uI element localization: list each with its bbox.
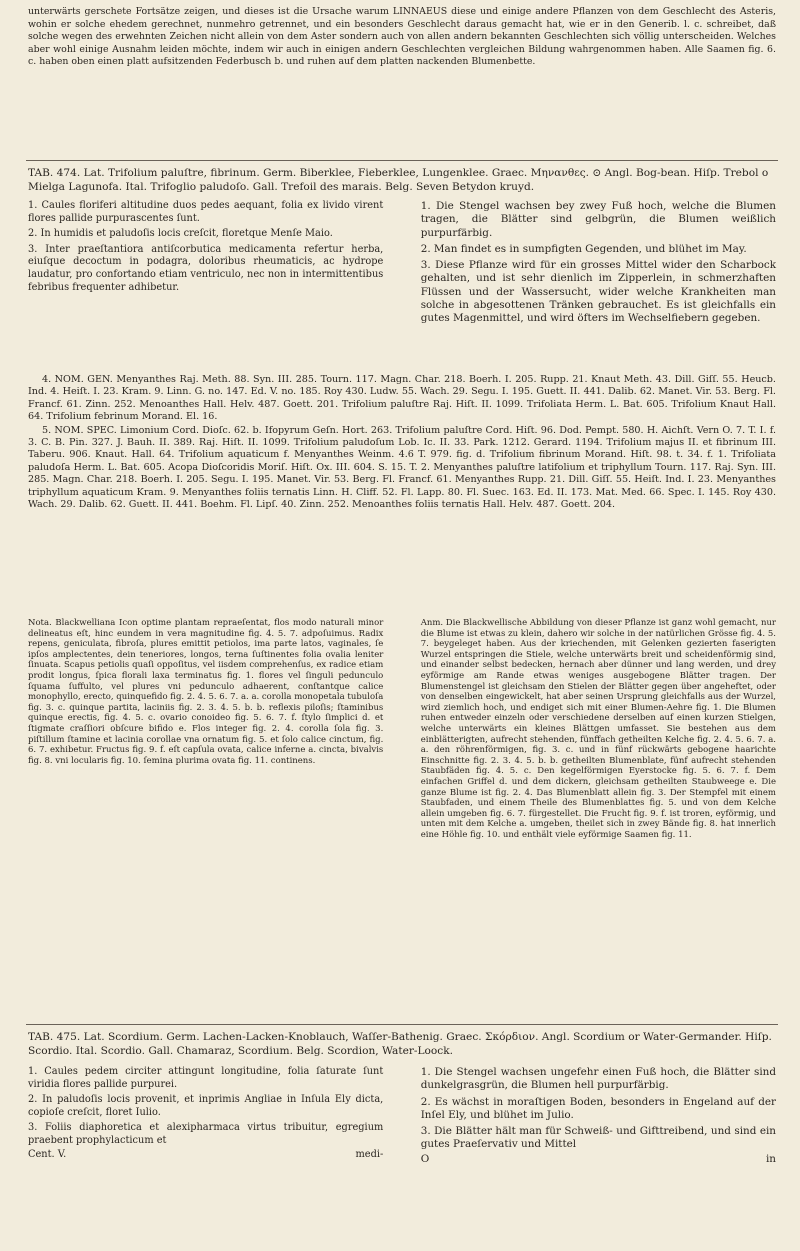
nota-text: Nota. Blackwelliana Icon optime plantam repraeſentat, flos modo naturali minor delineatus eſt, hinc eundem in vera magnitudine fig. 4. 5. 7. adpoſuimus. Radix repens, geniculata, fibroſa, plures emittit petiolos, ima parte latos, vaginales, ſe ipſos amplectentes, dein teneriores, longos, terna ſuſtinentes folia ovalia leniter ſinuata. Scapus petiolis quaſi oppoſitus, vel iisdem comprehenſus, ex radice etiam prodit longus, ſpica florali laxa terminatus fig. 1. flores vel ſinguli pedunculo ſquama ſuffulto, vel plures vni pedunculo adhaerent, conſtantque calice monophyllo, erecto, quinquefido fig. 2. 4. 5. 6. 7. a. a. corolla monopetala tubuloſa fig. 3. c. quinque partita, laciniis fig. 2. 3. 4. 5. b. b. reflexis piloſis; ſtaminibus quinque erectis, fig. 4. 5. c. ovario conoideo fig. 5. 6. 7. f. ſtylo ſimplici d. et ſtigmate craſſiori obſcure bifido e. Flos integer fig. 2. 4. corolla ſola fig. 3. piſtillum ſtamine et lacinia corollae vna ornatum fig. 5. et ſolo calice cinctum, fig. 6. 7. exhibetur. Fructus fig. 9. f. eſt capſula ovata, calice inferne a. cincta, bivalvis fig. 8. vni locularis fig. 10. ſemina plurima ovata fig. 11. continens. [28, 618, 384, 766]
latin-item: 2. In paludoſis locis provenit, et inprimis Angliae in Inſula Ely dicta, copioſe creſcit, floret Iulio. [28, 1094, 384, 1118]
anmerkung-text: Anm. Die Blackwellische Abbildung von dieser Pflanze ist ganz wohl gemacht, nur die Blume ist etwas zu klein, dahero wir solche in der natürlichen Grösse fig. 4. 5. 7. beygeleget haben. Aus der kriechenden, mit Gelenken gezierten faserigten Wurzel entspringen die Stiele, welche unterwärts breit und scheidenförmig sind, und einander selbst bedecken, hernach aber dünner und lang werden, und drey eyförmige am Rande etwas weniges ausgebogene Blätter tragen. Der Blumenstengel ist gleichsam den Stielen der Blätter gegen über angeheftet, oder von denselben eingewickelt, hat aber seinen Ursprung gleichfalls aus der Wurzel, wird ziemlich hoch, und endiget sich mit einer Blumen-Aehre fig. 1. Die Blumen ruhen entweder einzeln oder verschiedene derselben auf einen kurzen Stielgen, welche unterwärts ein kleines Blättgen umfasset. Sie bestehen aus dem einblätterigten, aufrecht stehenden, fünffach getheilten Kelche fig. 2. 4. 5. 6. 7. a. a. den röhrenförmigen, fig. 3. c. und in fünf rückwärts gebogene haarichte Einschnitte fig. 2. 3. 4. 5. b. b. getheilten Blumenblate, fünf aufrecht stehenden Staubfäden fig. 4. 5. c. Den kegelförmigen Eyerstocke fig. 5. 6. 7. f. Dem einfachen Griffel d. und dem dickern, gleichsam getheilten Staubweege e. Die ganze Blume ist fig. 2. 4. Das Blumenblatt allein fig. 3. Der Stempfel mit einem Staubfaden, und einem Theile des Blumenblattes fig. 5. und von dem Kelche allein umgeben fig. 6. 7. fürgestellet. Die Frucht fig. 9. f. ist troren, eyförmig, und unten mit dem Kelche a. umgeben, theilet sich in zwey Bände fig. 8. hat innerlich eine Höhle fig. 10. und enthält viele eyförmige Saamen fig. 11. [420, 618, 776, 840]
tab474-columns [28, 200, 776, 329]
latin-item: 3. Inter praeſtantiora antiſcorbutica medicamenta refertur herba, eiuſque decoctum in podagra, doloribus rheumaticis, ac hydrope laudatur, pro confortando etiam ventriculo, nec non in intermittentibus febribus frequenter adhibetur. [28, 243, 384, 293]
german-item: 1. Die Stengel wachsen bey zwey Fuß hoch, welche die Blumen tragen, die Blätter sind gelbgrün, die Blumen weißlich purpurfärbig. [420, 200, 776, 239]
tab475-latin-column [28, 1066, 383, 1169]
nomen-specificum: 5. NOM. SPEC. Limonium Cord. Dioſc. 62. b. Ifopyrum Geſn. Hort. 263. Trifolium paluſtre Cord. Hiſt. 96. Dod. Pempt. 580. H. Aichſt. Vern O. 7. T. I. f. 3. C. B. Pin. 327. J. Bauh. II. 389. Raj. Hiſt. II. 1099. Trifolium paludoſum Lob. Ic. II. 33. Park. 1212. Gerard. 1194. Trifolium majus II. et fibrinum III. Taberu. 906. Knaut. Hall. 64. Trifolium aquaticum f. Menyanthes Weinm. 4.6 T. 979. fig. d. Trifolium fibrinum Morand. Hiſt. 98. t. 34. f. 1. Trifoliata paludoſa Herm. L. Bat. 605. Acopa Dioſcoridis Moriſ. Hiſt. Ox. III. 604. S. 15. T. 2. Menyanthes paluſtre latifolium et triphyllum Tourn. 117. Raj. Syn. III. 285. Magn. Char. 218. Boerh. I. 205. Segu. I. 195. Manet. Vir. 53. Berg. Fl. Francf. 61. Menyanthes Rupp. 21. Dill. Giſſ. 55. Heiſt. Ind. I. 23. Menyanthes triphyllum aquaticum Kram. 9. Menyanthes foliis ternatis Linn. H. Cliff. 52. Fl. Lapp. 80. Fl. Suec. 163. Ed. II. 173. Mat. Med. 66. Spec. I. 145. Roy 430. Wach. 29. Dalib. 62. Guett. II. 441. Boehm. Fl. Lipſ. 40. Zinn. 252. Menoanthes foliis ternatis Hall. Helv. 487. Goett. 204. [28, 424, 776, 511]
divider [26, 1024, 778, 1025]
german-item: 1. Die Stengel wachsen ungefehr einen Fuß hoch, die Blätter sind dunkelgrasgrün, die Blumen hell purpurfärbig. [420, 1066, 776, 1092]
tab474-synonyms [28, 374, 776, 512]
intro-text: unterwärts gerschete Fortsätze zeigen, und dieses ist die Ursache warum LINNAEUS diese und einige andere Pflanzen von dem Geschlecht des Asteris, wohin er solche ehedem gerechnet, nunmehro getrennet, und ein besonders Geschlecht daraus gemacht hat, wie er in den Generib. l. c. schreibet, daß solche wegen des erwehnten Zeichen nicht allein von dem Aster sondern auch von allen andern bekannten Geschlechten sich völlig unterscheiden. Welches aber wohl einige Ausnahm leiden möchte, indem wir auch in einigen andern Geschlechten vergleichen Bildung wahrgenommen haben. Alle Saamen fig. 6. c. haben oben einen platt aufsitzenden Federbusch b. und ruhen auf dem platten nackenden Blumenbette. [28, 6, 776, 68]
german-item: 2. Es wächst in moraſtigen Boden, besonders in Engeland auf der Inſel Ely, und blühet im Julio. [420, 1095, 776, 1121]
latin-item: 1. Caules floriferi altitudine duos pedes aequant, folia ex livido virent flores pallide purpurascentes ſunt. [28, 200, 384, 224]
latin-item: 2. In humidis et paludoſis locis creſcit, floretque Menſe Maio. [28, 228, 333, 240]
tab474-notes [28, 618, 776, 843]
tab475-header-text: TAB. 475. Lat. Scordium. Germ. Lachen-Lacken-Knoblauch, Waſſer-Bathenig. Graec. Σκόρδιον. Angl. Scordium or Water-Germander. Hiſp. Scordio. Ital. Scordio. Gall. Chamaraz, Scordium. Belg. Scordion, Water-Loock. [28, 1031, 772, 1057]
german-item: 2. Man findet es in sumpfigten Gegenden, und blühet im May. [420, 242, 747, 255]
latin-footer [28, 1149, 383, 1162]
tab474-latin-column [28, 200, 383, 329]
divider [26, 160, 778, 161]
german-item: 3. Diese Pflanze wird für ein grosses Mittel wider den Scharbock gehalten, und ist sehr dienlich im Zipperlein, in schmerzhaften Flüssen und der Wassersucht, wider welche Krankheiten man solche in abgesottenen Tränken gebrauchet. Es ist gleichfalls ein gutes Magenmittel, und wird öfters im Wechselfiebern gegeben. [420, 259, 776, 325]
latin-item: 3. Foliis diaphoretica et alexipharmaca virtus tribuitur, egregium praebent prophylacticum et [28, 1122, 384, 1146]
tab474-header [28, 166, 776, 194]
catchword: medi- [355, 1148, 384, 1160]
latin-item: 1. Caules pedem circiter attingunt longitudine, folia ſaturate ſunt viridia flores pallide purpurei. [28, 1066, 384, 1090]
tab474-header-text: TAB. 474. Lat. Trifolium paluſtre, fibrinum. Germ. Biberklee, Fieberklee, Lungenklee. Graec. Μηνανθες. ⊙ Angl. Bog-bean. Hiſp. Trebol o Mielga Lagunofa. Ital. Trifoglio paludoſo. Gall. Trefoil des marais. Belg. Seven Betydon kruyd. [28, 167, 769, 193]
anmerkung-german [421, 618, 776, 843]
catchword: in [765, 1152, 776, 1165]
tab475-columns [28, 1066, 776, 1169]
signature-mark: Cent. V. [28, 1148, 67, 1160]
intro-paragraph [28, 6, 776, 69]
nota-latin [28, 618, 383, 843]
signature-mark: O [420, 1152, 430, 1165]
tab474-german-column [421, 200, 776, 329]
german-footer [421, 1153, 776, 1166]
tab475-header [28, 1030, 776, 1058]
nomen-genericum: 4. NOM. GEN. Menyanthes Raj. Meth. 88. Syn. III. 285. Tourn. 117. Magn. Char. 218. Boerh. I. 205. Rupp. 21. Knaut Meth. 43. Dill. Giſſ. 55. Heucb. Ind. 4. Heiſt. I. 23. Kram. 9. Linn. G. no. 147. Ed. V. no. 185. Roy 430. Ludw. 55. Wach. 29. Segu. I. 195. Guett. II. 441. Dalib. 62. Manet. Vir. 53. Berg. Fl. Francf. 61. Zinn. 252. Menoanthes Hall. Helv. 487. Goett. 201. Trifolium paluſtre Raj. Hiſt. II. 1099. Trifoliata Herm. L. Bat. 605. Trifolium Knaut Hall. 64. Trifolium febrinum Morand. El. 16. [28, 374, 776, 423]
tab475-german-column [421, 1066, 776, 1169]
german-item: 3. Die Blätter hält man für Schweiß- und Gifttreibend, und sind ein gutes Praeſervativ und Mittel [420, 1125, 776, 1151]
